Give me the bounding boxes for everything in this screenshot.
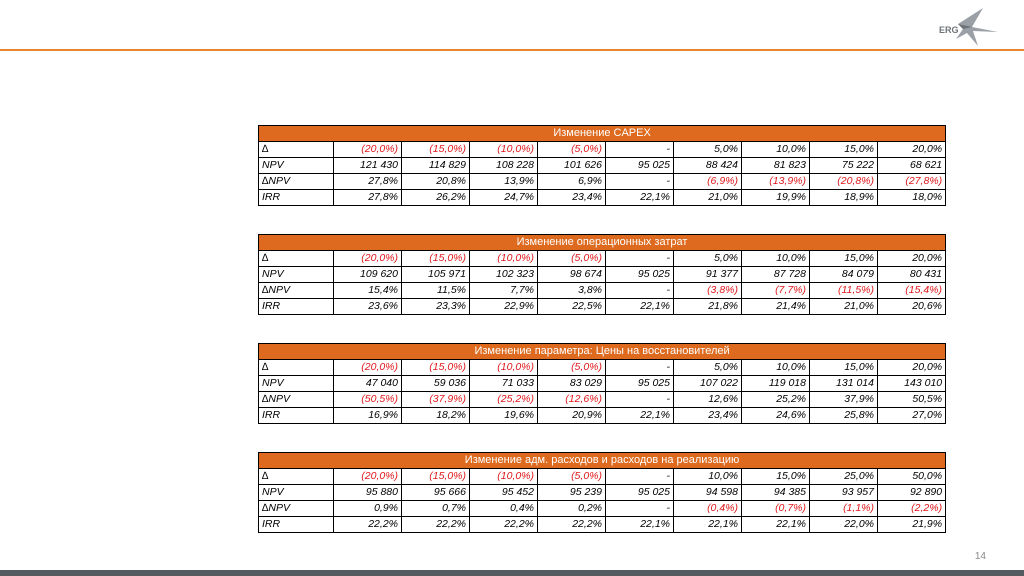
table-title: Изменение операционных затрат — [259, 235, 946, 251]
table-cell: 50,0% — [878, 469, 946, 485]
table-cell: 18,0% — [878, 190, 946, 206]
table-cell: - — [606, 469, 674, 485]
logo-text: ERG — [939, 25, 959, 35]
table-cell: 20,0% — [878, 360, 946, 376]
table-cell: (3,8%) — [674, 283, 742, 299]
table-cell: 121 430 — [334, 158, 402, 174]
table-cell: 22,2% — [470, 517, 538, 533]
table-cell: 25,0% — [810, 469, 878, 485]
table-cell: 10,0% — [742, 251, 810, 267]
table-cell: 47 040 — [334, 376, 402, 392]
table-cell: 22,1% — [606, 299, 674, 315]
table-row — [259, 408, 946, 424]
table-cell: 21,0% — [674, 190, 742, 206]
table-cell: 95 452 — [470, 485, 538, 501]
table-cell: 88 424 — [674, 158, 742, 174]
table-cell: (10,0%) — [470, 251, 538, 267]
table-cell: 95 025 — [606, 485, 674, 501]
table-cell: 23,4% — [538, 190, 606, 206]
table-cell: 27,0% — [878, 408, 946, 424]
table-cell: 81 823 — [742, 158, 810, 174]
table-cell: (15,4%) — [878, 283, 946, 299]
table-cell: (0,4%) — [674, 501, 742, 517]
table-cell: 20,8% — [402, 174, 470, 190]
table-cell: 131 014 — [810, 376, 878, 392]
table-cell: 95 666 — [402, 485, 470, 501]
sensitivity-table-capex — [258, 125, 946, 206]
table-cell: 22,2% — [402, 517, 470, 533]
table-cell: 15,0% — [742, 469, 810, 485]
table-cell: 91 377 — [674, 267, 742, 283]
table-cell: 50,5% — [878, 392, 946, 408]
table-cell: 71 033 — [470, 376, 538, 392]
table-cell: 20,9% — [538, 408, 606, 424]
table-cell: (15,0%) — [402, 360, 470, 376]
table-cell: 27,8% — [334, 190, 402, 206]
table-cell: 3,8% — [538, 283, 606, 299]
table-cell: (13,9%) — [742, 174, 810, 190]
table-cell: - — [606, 392, 674, 408]
sensitivity-table-opex — [258, 234, 946, 315]
table-cell: 13,9% — [470, 174, 538, 190]
table-cell: 22,0% — [810, 517, 878, 533]
table-row — [259, 299, 946, 315]
table-cell: 15,4% — [334, 283, 402, 299]
table-cell: - — [606, 142, 674, 158]
table-cell: 101 626 — [538, 158, 606, 174]
row-label: IRR — [259, 190, 334, 206]
table-cell: 105 971 — [402, 267, 470, 283]
table-cell: (5,0%) — [538, 360, 606, 376]
table-cell: 22,9% — [470, 299, 538, 315]
table-cell: 22,5% — [538, 299, 606, 315]
footer-bar — [0, 570, 1024, 576]
table-cell: 94 598 — [674, 485, 742, 501]
row-label: ∆NPV — [259, 174, 334, 190]
table-cell: (27,8%) — [878, 174, 946, 190]
table-cell: 0,2% — [538, 501, 606, 517]
table-cell: 20,0% — [878, 142, 946, 158]
table-cell: 68 621 — [878, 158, 946, 174]
table-cell: 95 239 — [538, 485, 606, 501]
table-cell: 19,9% — [742, 190, 810, 206]
table-cell: (5,0%) — [538, 142, 606, 158]
table-cell: 22,1% — [674, 517, 742, 533]
table-row — [259, 469, 946, 485]
table-cell: (10,0%) — [470, 469, 538, 485]
row-label: IRR — [259, 408, 334, 424]
table-cell: 114 829 — [402, 158, 470, 174]
table-cell: 23,3% — [402, 299, 470, 315]
table-cell: 22,1% — [606, 190, 674, 206]
table-row — [259, 283, 946, 299]
table-cell: 10,0% — [674, 469, 742, 485]
row-label: ∆ — [259, 251, 334, 267]
table-row — [259, 376, 946, 392]
table-cell: 94 385 — [742, 485, 810, 501]
table-cell: 11,5% — [402, 283, 470, 299]
table-cell: 21,8% — [674, 299, 742, 315]
table-cell: 95 025 — [606, 267, 674, 283]
table-cell: 18,9% — [810, 190, 878, 206]
table-cell: 6,9% — [538, 174, 606, 190]
sensitivity-table-reductant-price — [258, 343, 946, 424]
table-cell: 0,9% — [334, 501, 402, 517]
table-row — [259, 174, 946, 190]
table-cell: 95 025 — [606, 376, 674, 392]
table-cell: 22,1% — [606, 517, 674, 533]
row-label: ∆ — [259, 469, 334, 485]
table-cell: 5,0% — [674, 360, 742, 376]
table-cell: 84 079 — [810, 267, 878, 283]
row-label: ∆NPV — [259, 283, 334, 299]
table-cell: 95 025 — [606, 158, 674, 174]
table-cell: 22,1% — [742, 517, 810, 533]
table-cell: (11,5%) — [810, 283, 878, 299]
table-cell: 83 029 — [538, 376, 606, 392]
table-cell: 119 018 — [742, 376, 810, 392]
table-cell: 87 728 — [742, 267, 810, 283]
table-cell: - — [606, 251, 674, 267]
table-cell: 24,7% — [470, 190, 538, 206]
table-cell: (10,0%) — [470, 142, 538, 158]
header-divider — [0, 49, 1024, 51]
row-label: NPV — [259, 376, 334, 392]
table-cell: 25,8% — [810, 408, 878, 424]
table-cell: - — [606, 283, 674, 299]
table-cell: 0,4% — [470, 501, 538, 517]
table-cell: - — [606, 360, 674, 376]
table-cell: 21,4% — [742, 299, 810, 315]
row-label: NPV — [259, 267, 334, 283]
table-cell: 26,2% — [402, 190, 470, 206]
table-cell: 23,6% — [334, 299, 402, 315]
table-cell: 92 890 — [878, 485, 946, 501]
table-cell: 12,6% — [674, 392, 742, 408]
table-cell: (20,0%) — [334, 360, 402, 376]
table-cell: 5,0% — [674, 142, 742, 158]
table-cell: 98 674 — [538, 267, 606, 283]
erg-logo — [936, 6, 1000, 46]
table-cell: (25,2%) — [470, 392, 538, 408]
row-label: ∆NPV — [259, 501, 334, 517]
table-cell: - — [606, 174, 674, 190]
table-cell: (10,0%) — [470, 360, 538, 376]
table-cell: 102 323 — [470, 267, 538, 283]
table-row — [259, 142, 946, 158]
table-title: Изменение CAPEX — [259, 126, 946, 142]
table-cell: 5,0% — [674, 251, 742, 267]
table-row — [259, 190, 946, 206]
table-cell: 21,0% — [810, 299, 878, 315]
table-cell: 20,0% — [878, 251, 946, 267]
table-cell: (15,0%) — [402, 142, 470, 158]
table-cell: 18,2% — [402, 408, 470, 424]
row-label: NPV — [259, 158, 334, 174]
table-cell: 10,0% — [742, 142, 810, 158]
table-cell: 15,0% — [810, 360, 878, 376]
table-cell: (1,1%) — [810, 501, 878, 517]
table-cell: 16,9% — [334, 408, 402, 424]
table-cell: (5,0%) — [538, 251, 606, 267]
table-row — [259, 360, 946, 376]
table-cell: 108 228 — [470, 158, 538, 174]
row-label: ∆ — [259, 360, 334, 376]
table-cell: 75 222 — [810, 158, 878, 174]
table-row — [259, 485, 946, 501]
table-cell: 107 022 — [674, 376, 742, 392]
table-cell: (2,2%) — [878, 501, 946, 517]
table-cell: (20,0%) — [334, 142, 402, 158]
table-title: Изменение адм. расходов и расходов на реализацию — [259, 453, 946, 469]
table-row — [259, 267, 946, 283]
table-title: Изменение параметра: Цены на восстановителей — [259, 344, 946, 360]
table-cell: 27,8% — [334, 174, 402, 190]
table-cell: 22,1% — [606, 408, 674, 424]
table-cell: 15,0% — [810, 251, 878, 267]
table-cell: 59 036 — [402, 376, 470, 392]
table-cell: 7,7% — [470, 283, 538, 299]
table-cell: 22,2% — [538, 517, 606, 533]
table-row — [259, 501, 946, 517]
table-cell: (7,7%) — [742, 283, 810, 299]
table-cell: 109 620 — [334, 267, 402, 283]
table-cell: (20,0%) — [334, 469, 402, 485]
table-cell: (15,0%) — [402, 469, 470, 485]
row-label: ∆NPV — [259, 392, 334, 408]
row-label: NPV — [259, 485, 334, 501]
table-row — [259, 251, 946, 267]
table-row — [259, 158, 946, 174]
table-cell: (5,0%) — [538, 469, 606, 485]
table-cell: 20,6% — [878, 299, 946, 315]
table-cell: (20,8%) — [810, 174, 878, 190]
table-cell: 93 957 — [810, 485, 878, 501]
table-cell: 10,0% — [742, 360, 810, 376]
table-cell: (0,7%) — [742, 501, 810, 517]
row-label: IRR — [259, 299, 334, 315]
table-cell: (20,0%) — [334, 251, 402, 267]
table-cell: (37,9%) — [402, 392, 470, 408]
table-cell: 95 880 — [334, 485, 402, 501]
table-row — [259, 517, 946, 533]
sensitivity-table-admin-selling — [258, 452, 946, 533]
table-cell: (6,9%) — [674, 174, 742, 190]
table-cell: - — [606, 501, 674, 517]
page-number: 14 — [974, 551, 986, 562]
table-cell: 21,9% — [878, 517, 946, 533]
table-cell: 25,2% — [742, 392, 810, 408]
table-cell: 143 010 — [878, 376, 946, 392]
table-cell: 0,7% — [402, 501, 470, 517]
table-cell: 19,6% — [470, 408, 538, 424]
row-label: IRR — [259, 517, 334, 533]
table-cell: 80 431 — [878, 267, 946, 283]
table-row — [259, 392, 946, 408]
table-cell: 15,0% — [810, 142, 878, 158]
table-cell: 22,2% — [334, 517, 402, 533]
table-cell: (12,6%) — [538, 392, 606, 408]
table-cell: (50,5%) — [334, 392, 402, 408]
table-cell: 37,9% — [810, 392, 878, 408]
table-cell: 23,4% — [674, 408, 742, 424]
row-label: ∆ — [259, 142, 334, 158]
table-cell: 24,6% — [742, 408, 810, 424]
table-cell: (15,0%) — [402, 251, 470, 267]
